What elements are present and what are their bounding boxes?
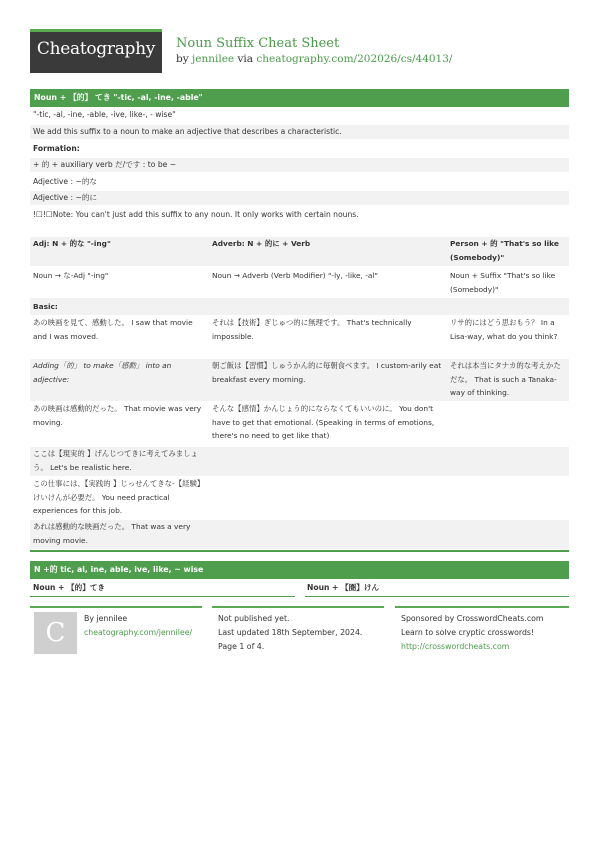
sponsor-url[interactable]: http://crosswordcheats.com — [401, 642, 510, 651]
table-cell: Noun → な-Adj "-ing" — [33, 271, 109, 280]
page-title: Noun Suffix Cheat Sheet — [176, 36, 340, 51]
table-cell: Adding「的」 to make「感動」 into an adjective: — [33, 361, 172, 384]
column-header: Adverb: N + 的に + Verb — [212, 239, 311, 248]
description-line: We add this suffix to a noun to make an adjective that describes a characteristic. — [30, 125, 569, 139]
formation-line: Adjective : ~的な — [33, 177, 98, 186]
basic-label: Basic: — [33, 302, 58, 311]
table-cell: そんな【感情】かんじょう的にならなくてもいいのに。 You don't have to get that emotional. (Speaking in terms of emotions, there's no need to get like that) — [212, 404, 435, 440]
table-row — [30, 520, 569, 549]
formation-line: + 的 + auxiliary verb だ/です : to be ~ — [30, 158, 569, 172]
sponsor-prefix: Sponsored by — [401, 614, 457, 623]
published-status: Not published yet. — [218, 614, 290, 623]
subheading-right: Noun + 【圏】けん — [307, 583, 380, 592]
section-heading: N +的 tic, al, ine, able, ive, like, ~ wise — [30, 561, 569, 579]
footer-rule — [30, 606, 202, 608]
sponsor-line — [401, 612, 544, 626]
table-cell: この仕事には、【実践的 】じっせんてきな-【経験】けいけんが必要だ。 You need practical experiences for this job. — [33, 479, 205, 515]
footer-rule — [212, 606, 384, 608]
table-cell: それは本当にタナカ的な考えかただな。 That is such a Tanaka-way of thinking. — [450, 361, 561, 397]
logo-accent-bar — [30, 29, 162, 32]
subheading-rule — [305, 596, 569, 597]
cheatography-logo[interactable] — [30, 29, 162, 73]
avatar-letter: C — [45, 618, 66, 648]
sponsor-tagline: Learn to solve cryptic crosswords! — [401, 628, 535, 637]
section-heading: Noun + 【的】 てき "-tic, -al, -ine, -able" — [30, 89, 569, 107]
table-cell: Noun → Adverb (Verb Modifier) "-ly, -like, -al" — [212, 271, 378, 280]
footer-by-label: By — [84, 614, 97, 623]
table-cell: あの映画は感動的だった。 That movie was very moving. — [33, 404, 202, 427]
sponsor-name[interactable]: CrosswordCheats.com — [456, 614, 544, 623]
column-header: Adj: N + 的な "-ing" — [33, 239, 111, 248]
table-row — [30, 447, 569, 476]
formation-line: Adjective : ~的に — [30, 191, 569, 205]
column-header: Person + 的 "That's so like (Somebody)" — [450, 239, 559, 262]
table-cell: あの映画を見て、感動した。 I saw that movie and I was moved. — [33, 318, 193, 341]
byline-via: via — [234, 53, 257, 65]
table-cell: ここは【現実的 】げんじつてきに考えてみましょう。 Let's be realistic here. — [33, 449, 198, 472]
subheading-row — [30, 579, 569, 597]
author-profile-link[interactable]: cheatography.com/jennilee/ — [84, 628, 193, 637]
logo-text: Cheatography — [36, 39, 156, 59]
formation-label: Formation: — [33, 144, 80, 153]
avatar — [34, 612, 77, 654]
last-updated: Last updated 18th September, 2024. — [218, 628, 363, 637]
sponsor-url-link[interactable] — [401, 640, 509, 654]
table-row — [30, 402, 569, 446]
table-cell: 朝ご飯は【習慣】しゅうかん的に毎朝食べます。 I custom-arily eat breakfast every morning. — [212, 361, 442, 384]
footer-author — [84, 612, 127, 626]
table-cell: それは【技術】ぎじゅつ的に無理です。 That's technically impossible. — [212, 318, 412, 341]
table-row — [30, 316, 569, 358]
note-line: !☐!☐Note: You can't just add this suffix to any noun. It only works with certain nouns. — [33, 210, 359, 219]
sheet-url-link[interactable]: cheatography.com/202026/cs/44013/ — [256, 53, 453, 65]
table-cell: Noun + Suffix "That's so like (Somebody)" — [450, 271, 556, 294]
basic-label-row — [30, 298, 569, 315]
table-row — [30, 477, 569, 519]
table-row — [30, 359, 569, 401]
page-number: Page 1 of 4. — [218, 642, 265, 651]
author-link[interactable]: jennilee — [192, 53, 235, 65]
description-line: "-tic, -al, -ine, -able, -ive, like-, - wise" — [33, 110, 176, 119]
section-divider — [30, 550, 569, 552]
table-cell: リサ的にはどう思おもう？ In a Lisa-way, what do you think? — [450, 318, 558, 341]
footer-author-link[interactable] — [84, 626, 192, 640]
footer-author-name[interactable]: jennilee — [96, 614, 128, 623]
table-header-row — [30, 237, 569, 266]
byline — [176, 53, 452, 65]
byline-prefix: by — [176, 53, 192, 65]
subheading-rule — [30, 596, 295, 597]
footer-rule — [395, 606, 569, 608]
table-row — [30, 269, 569, 297]
subheading-left: Noun + 【的】てき — [33, 583, 106, 592]
table-cell: あれは感動的な映画だった。 That was a very moving movie. — [33, 522, 191, 545]
